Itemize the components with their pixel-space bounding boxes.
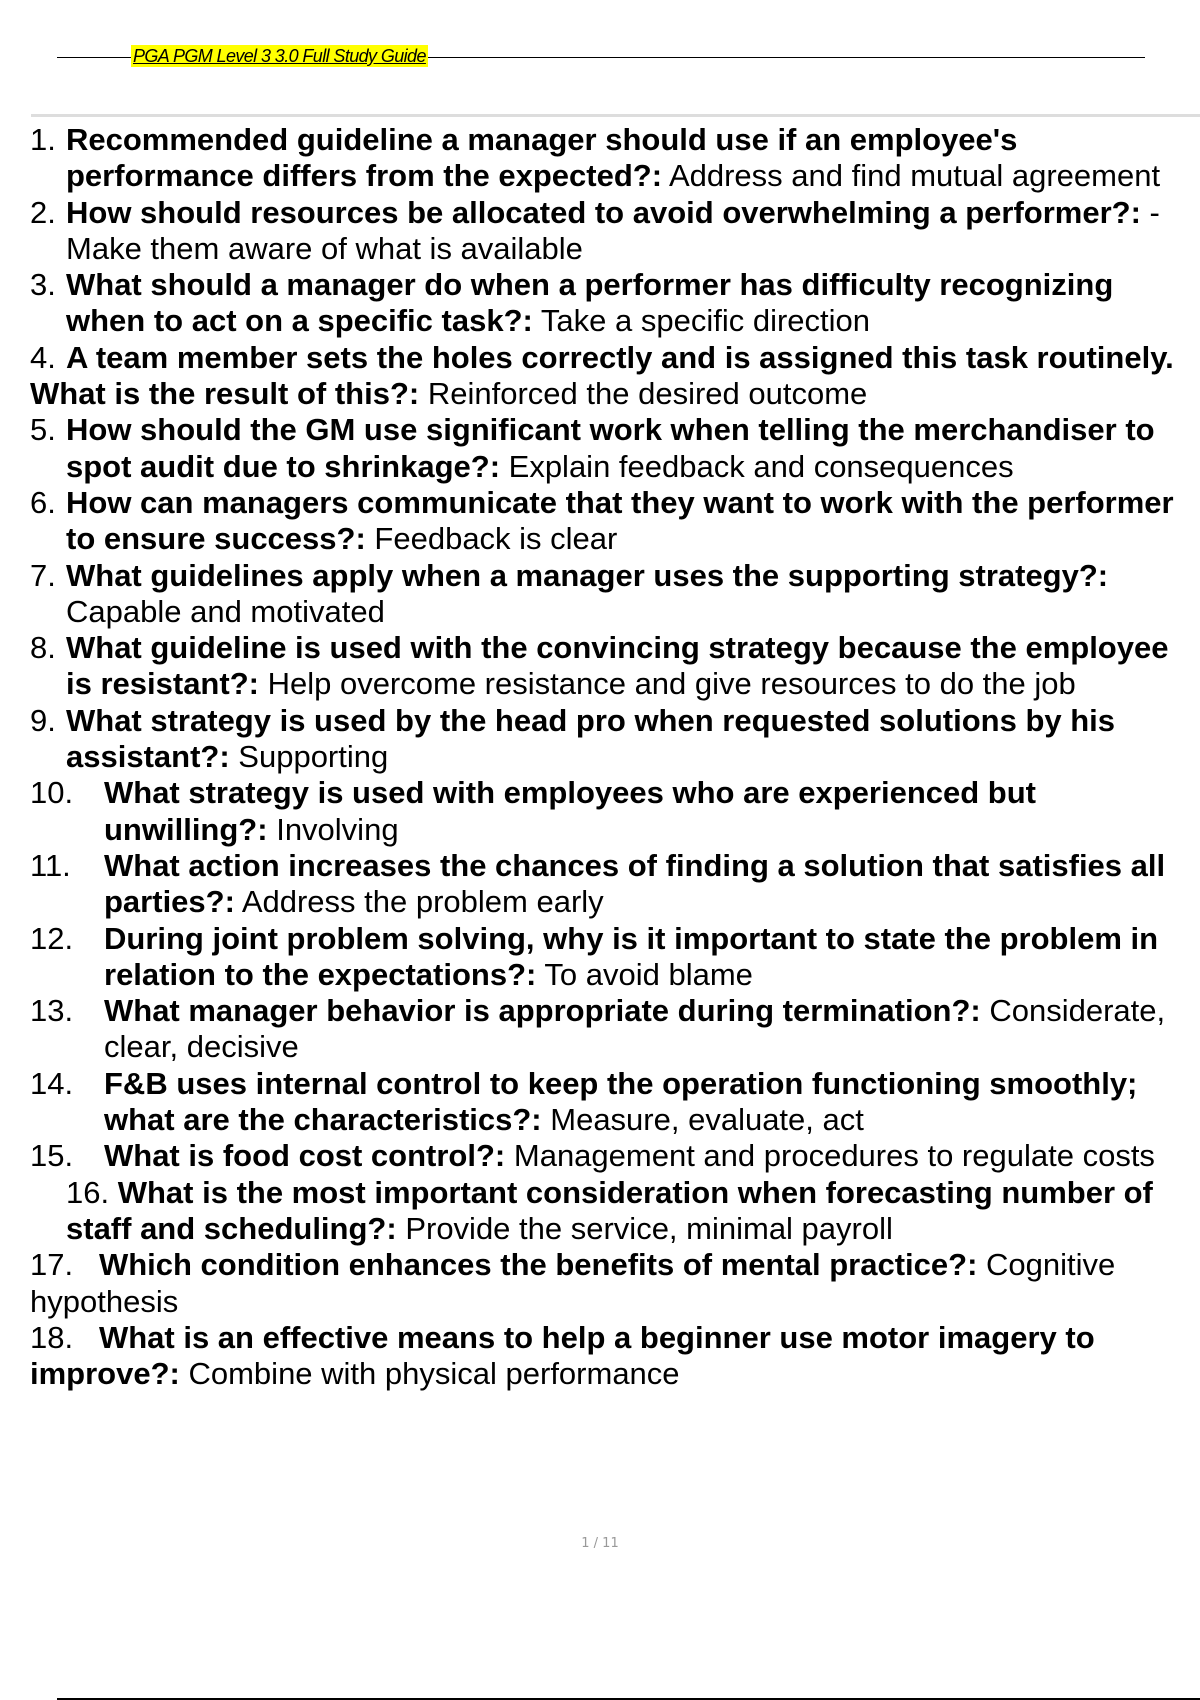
item-question: What is food cost control?: [104, 1138, 506, 1174]
item-number: 7. [30, 557, 56, 593]
item-answer: Capable and motivated [66, 593, 385, 629]
list-item [30, 195, 1200, 268]
item-question: What guideline is used with the convincing strategy because the employee is resistant?: [66, 630, 1169, 702]
item-answer: Considerate, clear, decisive [104, 993, 1166, 1065]
item-number: 5. [30, 412, 56, 448]
list-item [30, 122, 1200, 195]
item-answer: Measure, evaluate, act [550, 1102, 864, 1138]
list-item-continuation [30, 376, 1200, 412]
item-question: How can managers communicate that they want to work with the performer to ensure success?: [66, 484, 1174, 557]
list-item [30, 1320, 1200, 1393]
item-question: What is the result of this?: [30, 376, 420, 412]
list-item [30, 1247, 1200, 1320]
item-number: 18. [30, 1319, 74, 1355]
list-item [30, 1175, 1200, 1248]
item-answer: Supporting [238, 739, 389, 775]
list-item [30, 267, 1200, 340]
item-number: 8. [30, 630, 56, 666]
list-item [30, 558, 1200, 631]
item-question: What is an effective means to help a beginner use motor imagery to improve?: [30, 1319, 1095, 1392]
item-number: 11. [30, 847, 71, 883]
item-question: What is the most important consideration when forecasting number of staff and scheduling?: [66, 1174, 1153, 1246]
study-guide-list [30, 122, 1200, 1392]
item-number: 9. [30, 702, 56, 738]
item-number: 4. [30, 339, 56, 375]
page-indicator: 1 / 11 [581, 1536, 619, 1551]
item-number: 1. [30, 122, 56, 157]
item-answer: Reinforced the desired outcome [427, 376, 868, 412]
item-number: 17. [30, 1247, 74, 1283]
list-item [30, 921, 1200, 994]
list-item [30, 412, 1200, 485]
item-answer: Provide the service, minimal payroll [405, 1210, 893, 1246]
item-question: Which condition enhances the benefits of mental practice?: [98, 1247, 978, 1283]
item-number: 16. [66, 1174, 110, 1210]
list-item [30, 1066, 1200, 1139]
item-answer: Involving [276, 811, 399, 847]
item-answer: Cognitive hypothesis [30, 1247, 1116, 1319]
item-question: During joint problem solving, why is it important to state the problem in relation to the expectations?: [104, 920, 1159, 992]
item-question: What strategy is used by the head pro when requested solutions by his assistant?: [66, 702, 1116, 775]
document-title: PGA PGM Level 3 3.0 Full Study Guide [133, 46, 426, 66]
item-answer: Help overcome resistance and give resources to do the job [267, 666, 1076, 702]
list-item [30, 1138, 1200, 1174]
item-answer: Address the problem early [241, 884, 604, 920]
list-item [30, 848, 1200, 921]
header-separator [31, 114, 1200, 117]
list-item [30, 485, 1200, 558]
item-question: What action increases the chances of finding a solution that satisfies all parties?: [104, 847, 1166, 920]
item-question: What strategy is used with employees who are experienced but unwilling?: [104, 775, 1036, 847]
item-question: What manager behavior is appropriate during termination?: [104, 993, 981, 1029]
item-answer: Address and find mutual agreement [668, 158, 1161, 194]
item-question: Recommended guideline a manager should use if an employee's performance differs from the expected?: [66, 122, 1018, 194]
item-question: How should the GM use significant work when telling the merchandiser to spot audit due to shrinkage?: [66, 412, 1155, 484]
item-number: 12. [30, 920, 74, 956]
item-answer: - Make them aware of what is available [66, 194, 1160, 266]
item-number: 14. [30, 1065, 74, 1101]
item-answer: Combine with physical performance [188, 1356, 680, 1392]
item-number: 13. [30, 993, 74, 1029]
item-answer: Feedback is clear [374, 521, 618, 557]
item-number: 3. [30, 267, 56, 303]
item-answer: Management and procedures to regulate costs [513, 1138, 1155, 1174]
list-item [30, 775, 1200, 848]
list-item [30, 993, 1200, 1066]
item-number: 15. [30, 1138, 74, 1174]
list-item [30, 340, 1200, 376]
item-number: 2. [30, 194, 56, 230]
item-answer: Explain feedback and consequences [508, 448, 1014, 484]
item-question: What guidelines apply when a manager uses the supporting strategy?: [66, 557, 1109, 593]
item-question: How should resources be allocated to avoid overwhelming a performer?: [66, 194, 1141, 230]
item-number: 6. [30, 484, 56, 520]
item-number: 10. [30, 775, 74, 811]
item-question: A team member sets the holes correctly and is assigned this task routinely. [66, 339, 1174, 375]
item-question: F&B uses internal control to keep the operation functioning smoothly; what are the characteristics?: [104, 1065, 1138, 1138]
list-item [30, 630, 1200, 703]
list-item [30, 703, 1200, 776]
item-question: What should a manager do when a performer has difficulty recognizing when to act on a specific task?: [66, 267, 1114, 339]
item-answer: Take a specific direction [540, 303, 871, 339]
item-answer: To avoid blame [544, 956, 753, 992]
